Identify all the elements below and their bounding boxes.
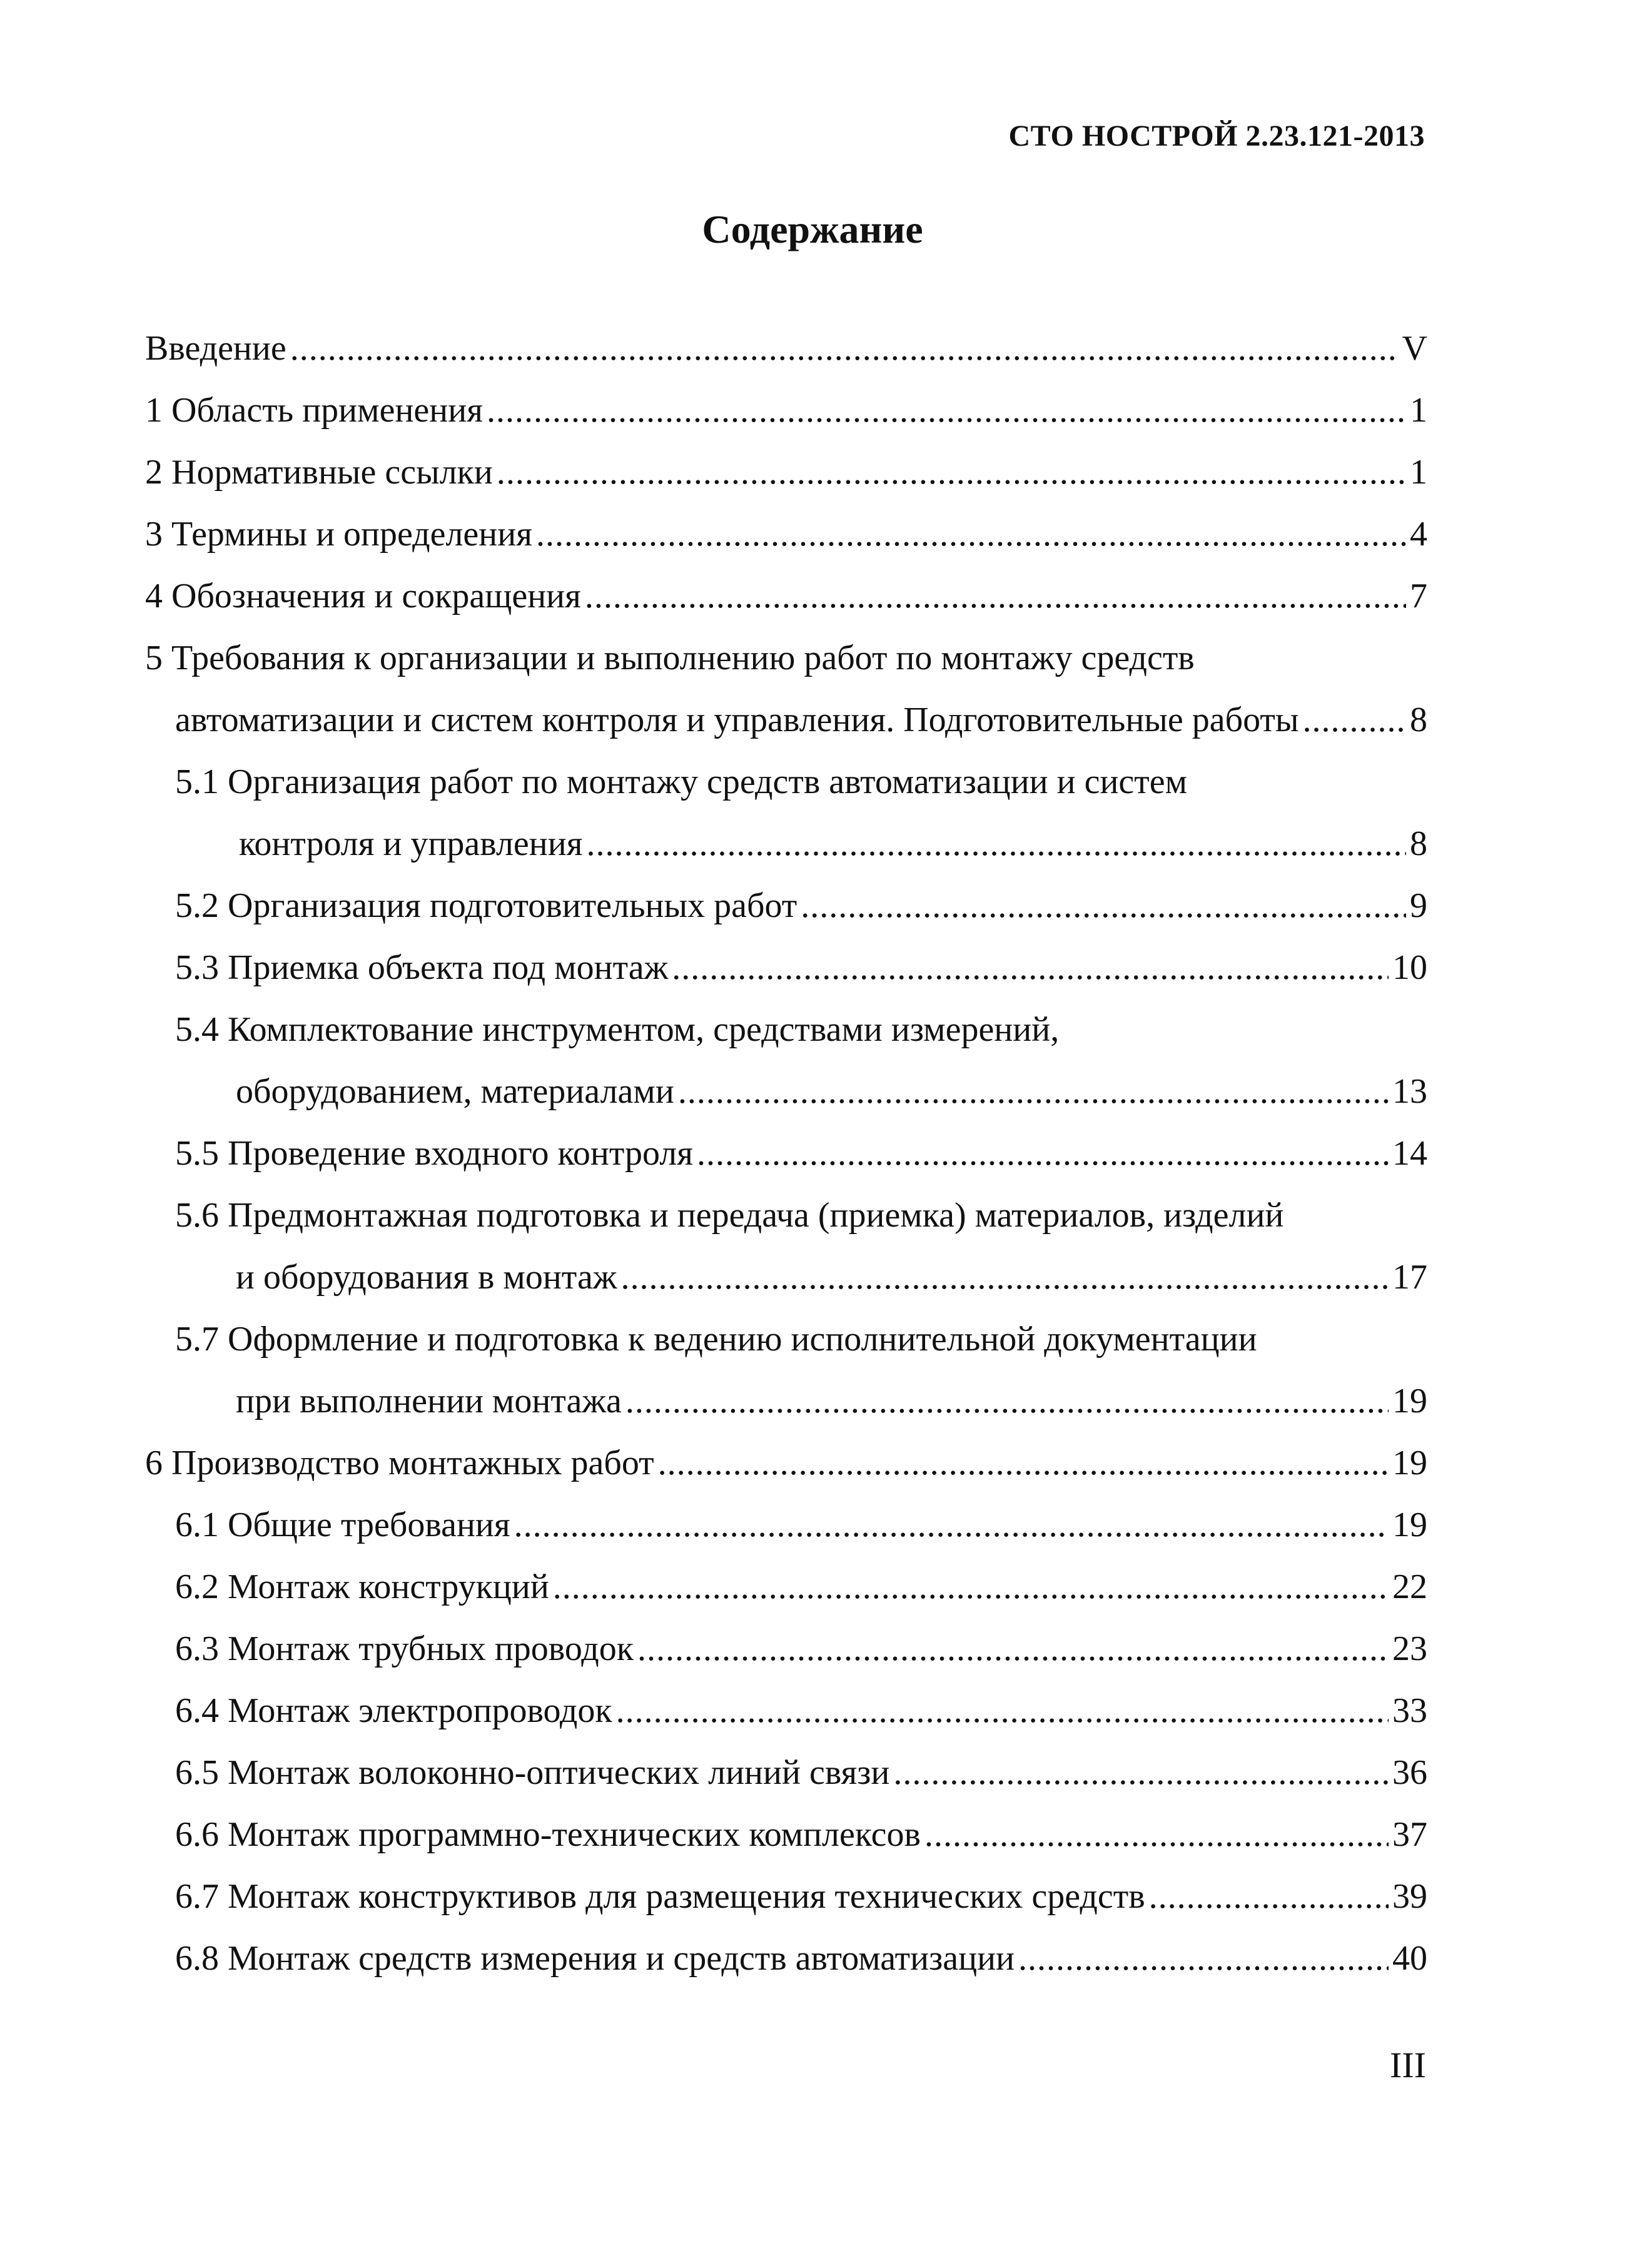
dot-leader bbox=[585, 565, 1406, 627]
toc-page-number: 17 bbox=[1392, 1258, 1427, 1297]
dot-leader bbox=[893, 1742, 1389, 1804]
toc-entry-6-1[interactable] bbox=[145, 1494, 1427, 1556]
toc-entry-label: 6 Производство монтажных работ bbox=[145, 1444, 654, 1482]
toc-entry-5-1[interactable] bbox=[145, 751, 1427, 875]
toc-entry-label: 2 Нормативные ссылки bbox=[145, 453, 493, 492]
toc-entry-5-3[interactable] bbox=[145, 937, 1427, 999]
dot-leader bbox=[1018, 1928, 1389, 1990]
toc-entry-5-5[interactable] bbox=[145, 1123, 1427, 1185]
toc-entry-label: 6.1 Общие требования bbox=[175, 1506, 510, 1544]
toc-entry-label: 6.5 Монтаж волоконно-оптических линий связи bbox=[175, 1753, 890, 1792]
toc-page-number: 23 bbox=[1392, 1629, 1427, 1668]
toc-entry-label-line1: 5.1 Организация работ по монтажу средств автоматизации и систем bbox=[175, 762, 1188, 801]
toc-entry-intro[interactable] bbox=[145, 318, 1427, 380]
toc-page-number: V bbox=[1402, 329, 1427, 368]
toc-entry-6-6[interactable] bbox=[145, 1804, 1427, 1866]
dot-leader bbox=[514, 1494, 1389, 1556]
toc-entry-6[interactable] bbox=[145, 1432, 1427, 1494]
toc-page-number: 19 bbox=[1392, 1382, 1427, 1420]
toc-entry-label: 5.3 Приемка объекта под монтаж bbox=[175, 948, 669, 987]
page-title: Содержание bbox=[702, 207, 923, 251]
toc-page-number: 7 bbox=[1410, 577, 1427, 615]
toc-entry-6-7[interactable] bbox=[145, 1866, 1427, 1928]
toc-page-number: 33 bbox=[1392, 1691, 1427, 1730]
toc-entry-label: Введение bbox=[145, 329, 286, 368]
toc-entry-label: 6.8 Монтаж средств измерения и средств автоматизации bbox=[175, 1939, 1015, 1978]
toc-entry-label: 6.3 Монтаж трубных проводок bbox=[175, 1629, 634, 1668]
dot-leader bbox=[487, 380, 1406, 442]
toc-entry-label: 6.6 Монтаж программно-технических комплексов bbox=[175, 1815, 921, 1854]
table-of-contents bbox=[145, 318, 1427, 1990]
toc-page-number: 14 bbox=[1392, 1134, 1427, 1173]
toc-entry-4[interactable] bbox=[145, 565, 1427, 627]
toc-entry-label: 5.2 Организация подготовительных работ bbox=[175, 886, 797, 925]
toc-entry-5-4[interactable] bbox=[145, 999, 1427, 1123]
page-number: III bbox=[1390, 2045, 1426, 2085]
toc-entry-2[interactable] bbox=[145, 442, 1427, 504]
toc-page-number: 10 bbox=[1392, 948, 1427, 987]
toc-entry-label: 6.4 Монтаж электропроводок bbox=[175, 1691, 612, 1730]
toc-entry-6-4[interactable] bbox=[145, 1680, 1427, 1742]
dot-leader bbox=[536, 504, 1406, 565]
toc-entry-label-line1: 5.6 Предмонтажная подготовка и передача (приемка) материалов, изделий bbox=[175, 1196, 1284, 1235]
document-code: СТО НОСТРОЙ 2.23.121-2013 bbox=[1008, 119, 1425, 153]
toc-entry-label: и оборудования в монтаж bbox=[236, 1258, 617, 1297]
dot-leader bbox=[658, 1432, 1389, 1494]
toc-entry-label: автоматизации и систем контроля и управления. Подготовительные работы bbox=[175, 701, 1299, 739]
toc-entry-6-5[interactable] bbox=[145, 1742, 1427, 1804]
toc-entry-3[interactable] bbox=[145, 504, 1427, 565]
toc-page-number: 39 bbox=[1392, 1877, 1427, 1916]
toc-page-number: 36 bbox=[1392, 1753, 1427, 1792]
dot-leader bbox=[924, 1804, 1389, 1866]
toc-page-number: 37 bbox=[1392, 1815, 1427, 1854]
toc-page-number: 8 bbox=[1410, 824, 1427, 863]
dot-leader bbox=[801, 875, 1406, 937]
toc-page-number: 1 bbox=[1410, 391, 1427, 430]
dot-leader bbox=[625, 1370, 1389, 1432]
toc-page-number: 1 bbox=[1410, 453, 1427, 492]
toc-entry-label: 1 Область применения bbox=[145, 391, 483, 430]
toc-page-number: 22 bbox=[1392, 1567, 1427, 1606]
toc-page-number: 13 bbox=[1392, 1072, 1427, 1111]
dot-leader bbox=[586, 813, 1406, 875]
toc-entry-label: 6.7 Монтаж конструктивов для размещения технических средств bbox=[175, 1877, 1145, 1916]
toc-page-number: 9 bbox=[1410, 886, 1427, 925]
dot-leader bbox=[497, 442, 1406, 504]
toc-entry-1[interactable] bbox=[145, 380, 1427, 442]
toc-entry-label: при выполнении монтажа bbox=[236, 1382, 622, 1420]
toc-entry-label: 5.5 Проведение входного контроля bbox=[175, 1134, 693, 1173]
dot-leader bbox=[1302, 689, 1406, 751]
toc-entry-label: 3 Термины и определения bbox=[145, 515, 532, 554]
toc-page-number: 4 bbox=[1410, 515, 1427, 554]
dot-leader bbox=[1149, 1866, 1389, 1928]
toc-page-number: 8 bbox=[1410, 701, 1427, 739]
toc-entry-label: 6.2 Монтаж конструкций bbox=[175, 1567, 549, 1606]
toc-entry-5-2[interactable] bbox=[145, 875, 1427, 937]
toc-entry-label: 4 Обозначения и сокращения bbox=[145, 577, 581, 615]
toc-page-number: 19 bbox=[1392, 1444, 1427, 1482]
toc-entry-label-line1: 5 Требования к организации и выполнению работ по монтажу средств bbox=[145, 639, 1195, 677]
toc-entry-label-line1: 5.4 Комплектование инструментом, средствами измерений, bbox=[175, 1010, 1060, 1049]
toc-entry-6-8[interactable] bbox=[145, 1928, 1427, 1990]
dot-leader bbox=[697, 1123, 1389, 1185]
dot-leader bbox=[616, 1680, 1389, 1742]
toc-entry-5[interactable] bbox=[145, 627, 1427, 751]
dot-leader bbox=[637, 1618, 1389, 1680]
dot-leader bbox=[621, 1247, 1389, 1309]
toc-page-number: 19 bbox=[1392, 1506, 1427, 1544]
toc-entry-6-2[interactable] bbox=[145, 1556, 1427, 1618]
toc-entry-label: контроля и управления bbox=[239, 824, 583, 863]
toc-entry-label-line1: 5.7 Оформление и подготовка к ведению исполнительной документации bbox=[175, 1320, 1257, 1359]
toc-page-number: 40 bbox=[1392, 1939, 1427, 1978]
dot-leader bbox=[678, 1061, 1389, 1123]
toc-entry-5-6[interactable] bbox=[145, 1185, 1427, 1309]
toc-entry-5-7[interactable] bbox=[145, 1309, 1427, 1432]
toc-entry-label: оборудованием, материалами bbox=[236, 1072, 674, 1111]
dot-leader bbox=[553, 1556, 1389, 1618]
toc-entry-6-3[interactable] bbox=[145, 1618, 1427, 1680]
dot-leader bbox=[672, 937, 1389, 999]
dot-leader bbox=[290, 318, 1399, 380]
